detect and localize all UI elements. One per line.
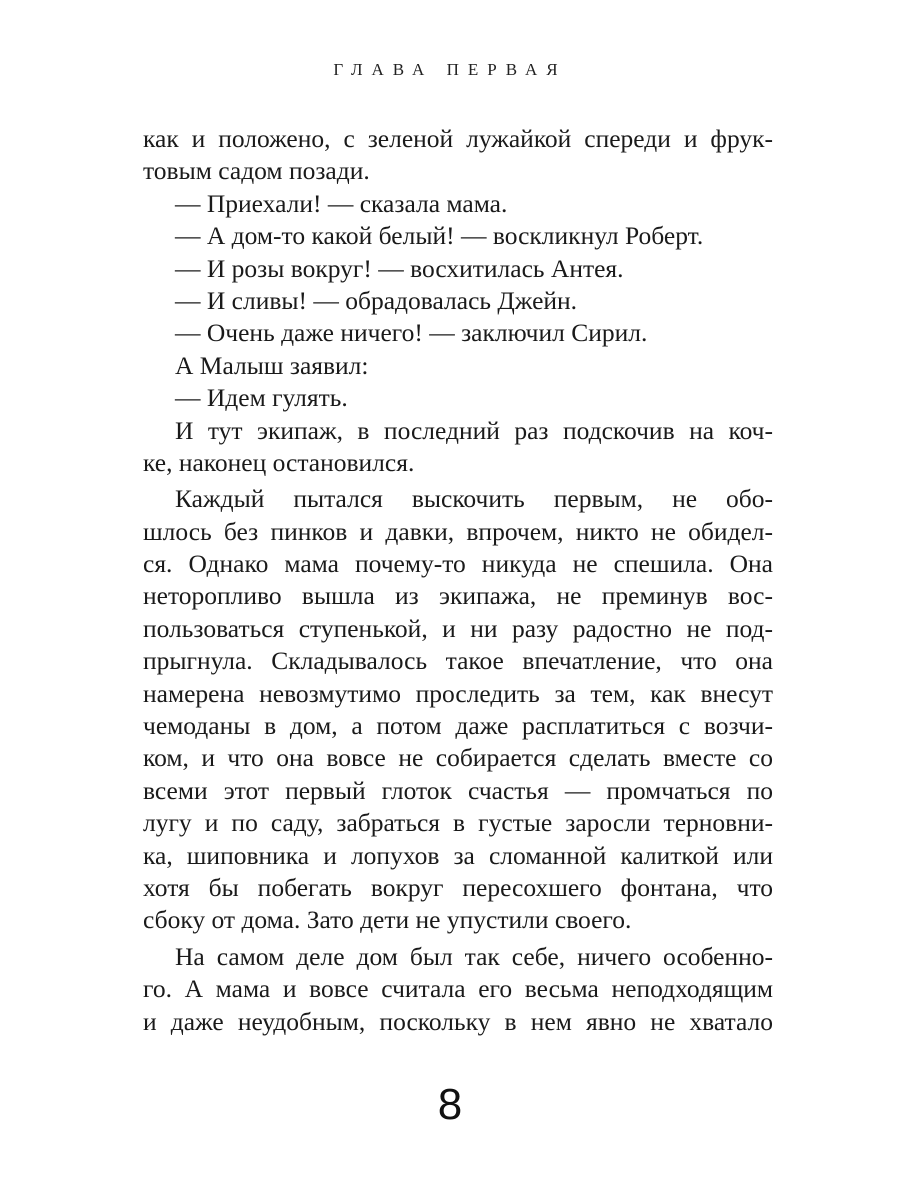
text-line: и даже неудобным, поскольку в нем явно не хватало [143,1006,773,1036]
text-line: И тут экипаж, в последний раз подскочив на коч- [175,415,773,445]
text-line: — Очень даже ничего! — заключил Сирил. [175,318,648,348]
text-line: хотя бы побегать вокруг пересохшего фонтана, что [143,872,773,902]
text-line: Каждый пытался выскочить первым, не обо- [175,484,773,514]
running-head: ГЛАВА ПЕРВАЯ [333,60,567,79]
text-line: неторопливо вышла из экипажа, не преминув вос- [143,581,773,611]
text-line: ке, наконец остановился. [143,447,415,477]
body-text [143,123,773,1038]
text-line: А Малыш заявил: [175,350,369,380]
text-line: лугу и по саду, забраться в густые заросли терновни- [143,808,773,838]
text-line: — А дом-то какой белый! — воскликнул Роберт. [175,221,704,251]
text-line: ся. Однако мама почему-то никуда не спешила. Она [143,549,773,579]
text-line: — Идем гулять. [175,383,348,413]
text-line: — И розы вокруг! — восхитилась Антея. [175,253,624,283]
text-line: пользоваться ступенькой, и ни разу радостно не под- [143,613,773,643]
text-line: — Приехали! — сказала мама. [175,188,508,218]
text-line: прыгнула. Складывалось такое впечатление, что она [143,646,773,676]
text-line: как и положено, с зеленой лужайкой спереди и фрук- [143,124,773,153]
text-line: — И сливы! — обрадовалась Джейн. [175,285,578,315]
text-line: товым садом позади. [143,156,370,186]
page-number: 8 [437,1080,463,1129]
text-line: ком, и что она вовсе не собирается сделать вместе со [143,743,773,773]
text-line: сбоку от дома. Зато дети не упустили своего. [143,905,632,935]
text-line: На самом деле дом был так себе, ничего особенно- [175,941,773,971]
text-line: намерена невозмутимо проследить за тем, как внесут [143,678,773,708]
text-line: го. А мама и вовсе считала его весьма неподходящим [143,974,773,1004]
text-line: ка, шиповника и лопухов за сломанной калиткой или [143,840,773,870]
text-line: шлось без пинков и давки, впрочем, никто не обидел- [143,516,773,546]
text-line: чемоданы в дом, а потом даже расплатиться с возчи- [143,711,773,741]
text-line: всеми этот первый глоток счастья — промчаться по [143,775,773,805]
